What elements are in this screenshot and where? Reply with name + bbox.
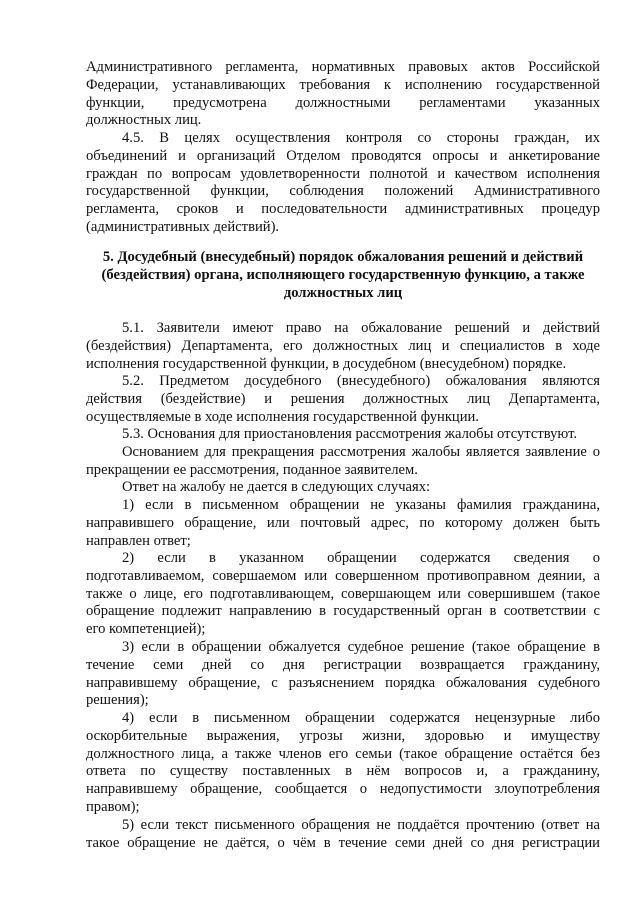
text-line: 5.1. Заявители имеют право на обжалование решений и действий	[122, 320, 600, 336]
text-line: его компетенцией);	[86, 621, 206, 638]
text-line: 4) если в письменном обращении содержатся нецензурные либо	[122, 710, 600, 726]
text-line: направившему обращение, сообщается о недопустимости злоупотребления	[86, 781, 600, 798]
text-line: Административного регламента, нормативных правовых актов Российской	[86, 59, 600, 75]
text-line: обращение подлежит направлению в государственный орган в соответствии с	[86, 603, 600, 620]
text-line: осуществляемые в ходе исполнения государственной функции.	[86, 408, 479, 425]
text-line: объединений и организаций Отделом проводятся опросы и анкетирование	[86, 147, 600, 164]
text-line: 3) если в обращении обжалуется судебное решение (такое обращение в	[122, 639, 600, 655]
text-line: Ответ на жалобу не дается в следующих случаях:	[122, 479, 431, 495]
text-line: 5.3. Основания для приостановления рассмотрения жалобы отсутствуют.	[122, 426, 578, 442]
text-line: направившего обращение, или почтовый адрес, по которому должен быть	[86, 514, 600, 531]
text-line: течение семи дней со дня регистрации возвращается гражданину,	[86, 656, 600, 673]
paragraph-no-answer	[86, 479, 600, 497]
list-item-3	[86, 639, 600, 710]
text-line: исполнения государственной функции, в досудебном (внесудебном) порядке.	[86, 355, 567, 372]
list-item-4	[86, 710, 600, 817]
paragraph-top-continuation	[86, 59, 600, 130]
text-line: государственной функции, соблюдения положений Административного	[86, 183, 600, 200]
text-line: регламента, сроков и последовательности административных процедур	[86, 201, 600, 218]
text-line: (административных действий).	[86, 218, 280, 235]
text-line: оскорбительные выражения, угрозы жизни, здоровью и имуществу	[86, 727, 600, 744]
text-line: граждан по вопросам удовлетворенности полнотой и качеством исполнения	[86, 165, 600, 182]
text-line: 4.5. В целях осуществления контроля со стороны граждан, их	[122, 130, 600, 146]
text-line: 2) если в указанном обращении содержатся сведения о	[122, 550, 600, 566]
heading-line: 5. Досудебный (внесудебный) порядок обжалования решений и действий	[102, 249, 584, 265]
text-line: правом);	[86, 798, 140, 815]
paragraph-5-3	[86, 426, 600, 444]
text-line: 1) если в письменном обращении не указаны фамилия гражданина,	[122, 497, 600, 513]
text-line: прекращении ее рассмотрения, поданное заявителем.	[86, 461, 418, 478]
list-item-5	[86, 817, 600, 853]
text-line: подготавливаемом, совершаемом или совершенном противоправном деянии, а	[86, 567, 600, 584]
text-line: Основанием для прекращения рассмотрения жалобы является заявление о	[122, 444, 600, 460]
heading-line: (бездействия) органа, исполняющего государственную функцию, а также	[101, 266, 585, 283]
text-line: Федерации, устанавливающих требования к исполнению государственной	[86, 76, 600, 93]
text-line: 5) если текст письменного обращения не поддаётся прочтению (ответ на	[122, 817, 600, 833]
paragraph-4-5	[86, 130, 600, 237]
list-item-2	[86, 550, 600, 639]
section-5-heading	[86, 249, 600, 302]
text-line: должностного лица, а также членов его семьи (такое обращение остаётся без	[86, 745, 600, 762]
text-line: направившему обращение, с разъяснением порядка обжалования судебного	[86, 674, 600, 691]
text-line: должностных лиц.	[86, 112, 202, 129]
text-line: ответа по существу поставленных в нём вопросов и, а гражданину,	[86, 763, 600, 780]
text-line: такое обращение не даётся, о чём в течение семи дней со дня регистрации	[86, 834, 600, 851]
text-line: действия (бездействие) и решения должностных лиц Департамента,	[86, 390, 600, 407]
list-item-1	[86, 497, 600, 550]
paragraph-5-2	[86, 373, 600, 426]
text-line: решения);	[86, 692, 149, 709]
heading-line: должностных лиц	[283, 284, 403, 301]
text-line: функции, предусмотрена должностными регламентами указанных	[86, 94, 600, 111]
paragraph-termination	[86, 444, 600, 480]
text-line: направлен ответ;	[86, 532, 191, 549]
paragraph-5-1	[86, 320, 600, 373]
text-line: также о лице, его подготавливающем, совершающем или совершившем (такое	[86, 585, 600, 602]
text-line: 5.2. Предметом досудебного (внесудебного) обжалования являются	[122, 373, 600, 389]
text-line: (бездействия) Департамента, его должностных лиц и специалистов в ходе	[86, 337, 600, 354]
